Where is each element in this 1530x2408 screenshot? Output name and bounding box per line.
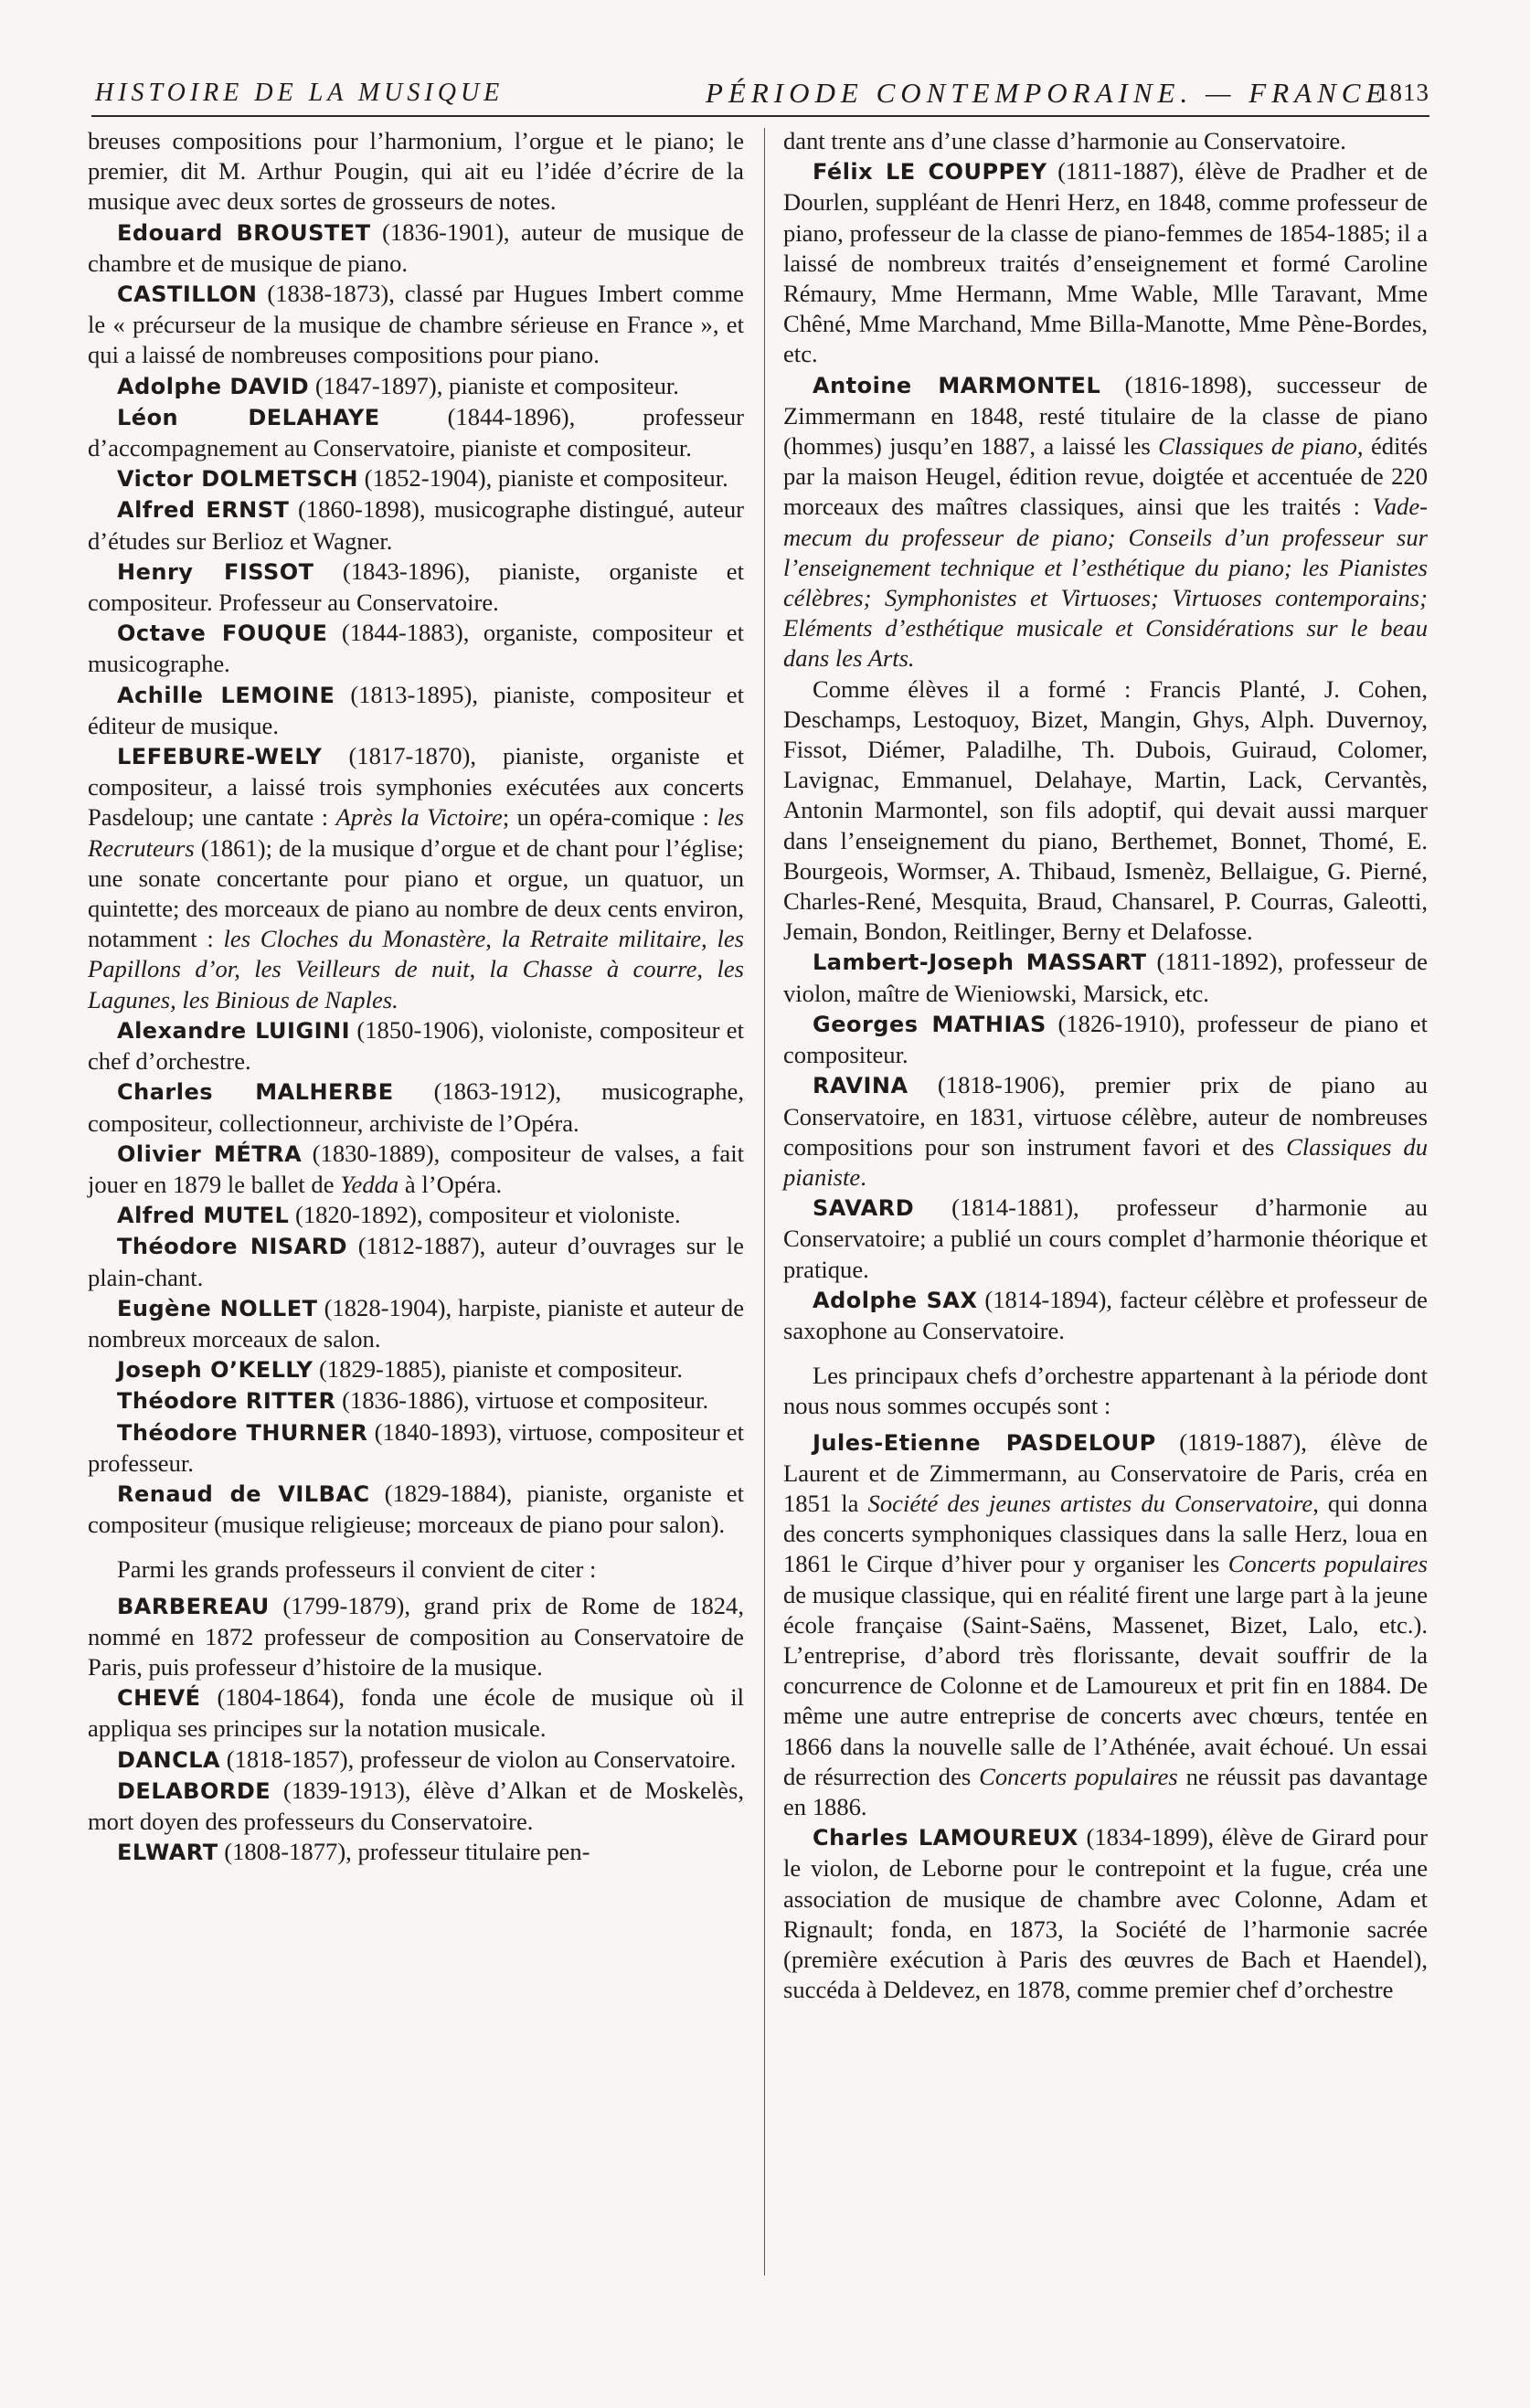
entry-text: (1814-1894), facteur célèbre et professeur de saxophone au Conservatoire. — [783, 1285, 1428, 1344]
entry-name: Joseph O’KELLY — [117, 1357, 313, 1384]
biography-entry — [88, 618, 744, 679]
entry-text: (1850-1906), violoniste, compositeur et chef d’orchestre. — [88, 1015, 744, 1076]
biography-entry — [88, 463, 744, 494]
italic-title: Vade-mecum du professeur de piano; Conseils d’un professeur sur l’enseignement technique et l’esthétique du piano; les Pianistes célèbres; Symphonistes et Virtuoses; Virtuoses contemporains; Eléments d’esthétique musicale et Considérations sur le beau dans les Arts. — [783, 493, 1428, 673]
entry-text: (1812-1887), auteur d’ouvrages sur le plain-chant. — [88, 1232, 744, 1291]
entry-name: Théodore NISARD — [117, 1234, 348, 1260]
entry-name: SAVARD — [813, 1195, 915, 1222]
entry-text: . — [860, 1162, 866, 1191]
biography-entry — [783, 947, 1428, 1008]
entry-text: (1847-1897), pianiste et compositeur. — [309, 371, 679, 399]
section-intro — [88, 1554, 744, 1585]
entry-text: (1836-1901), auteur de musique de chambre et de musique de piano. — [88, 217, 744, 277]
entry-text: (1808-1877), professeur titulaire pen- — [218, 1838, 590, 1866]
entry-text: (1861); de la musique d’orgue et de chant pour l’église; une sonate concertante pour piano et orgue, un quatuor, un quintette; des morceaux de piano au nombre de deux cents environ, notamment : — [88, 833, 744, 953]
entry-text: (1834-1899), élève de Girard pour le violon, de Leborne pour le contrepoint et la fugue, créa une association de musique de chambre avec Colonne, Adam et Rignault; fonda, en 1873, la Société de l’harmonie sacrée (première exécution à Paris des œuvres de Bach et Haendel), succéda à Deldevez, en 1878, comme premier chef d’orchestre — [783, 1823, 1428, 2004]
biography-entry — [88, 402, 744, 463]
entry-name: CASTILLON — [117, 281, 258, 308]
biography-entry — [88, 217, 744, 279]
entry-text: (1811-1887), élève de Pradher et de Dourlen, suppléant de Henri Herz, en 1848, comme professeur de piano, professeur de la classe de piano-femmes de 1854-1885; il a laissé de nombreux traités d’enseignement et formé Caroline Rémaury, Mme Hermann, Mme Wable, Mlle Taravant, Mme Chêné, Mme Marchand, Mme Billa-Manotte, Mme Pène-Bordes, etc. — [783, 157, 1428, 368]
entry-text: ne réussit pas davantage en 1886. — [783, 1762, 1428, 1820]
continued-paragraph — [783, 126, 1428, 156]
entry-name: Théodore RITTER — [117, 1388, 336, 1415]
entry-name: Georges MATHIAS — [813, 1011, 1047, 1037]
entry-text: Parmi les grands professeurs il convient de citer : — [117, 1555, 597, 1584]
entry-name: Henry FISSOT — [117, 558, 314, 585]
biography-entry — [88, 1417, 744, 1479]
biography-entry — [88, 1200, 744, 1231]
entry-text: (1816-1898), successeur de Zimmermann en 1848, resté titulaire de la classe de piano (hommes) jusqu’en 1887, a laissé les — [783, 370, 1428, 461]
entry-text: (1830-1889), compositeur de valses, a fait jouer en 1879 le ballet de — [88, 1139, 744, 1198]
entry-text: (1860-1898), musicographe distingué, auteur d’études sur Berlioz et Wagner. — [88, 495, 744, 555]
entry-text: (1817-1870), pianiste, organiste et compositeur, a laissé trois symphonies exécutées aux concerts Pasdeloup; une cantate : — [88, 742, 744, 832]
biography-entry — [88, 279, 744, 371]
entry-text: (1838-1873), classé par Hugues Imbert comme le « précurseur de la musique de chambre sérieuse en France », et qui a laissé de nombreuses compositions pour piano. — [88, 280, 744, 369]
left-column — [88, 126, 744, 1868]
entry-name: Adolphe SAX — [813, 1287, 978, 1313]
biography-entry — [88, 371, 744, 402]
page-number: 1813 — [1376, 79, 1429, 106]
italic-title: Concerts populaires — [979, 1762, 1178, 1790]
entry-name: Victor DOLMETSCH — [117, 466, 359, 493]
italic-title: les Recruteurs — [88, 803, 744, 862]
entry-name: Léon DELAHAYE — [117, 404, 380, 430]
section-title: PÉRIODE CONTEMPORAINE. — FRANCE — [706, 77, 1389, 109]
entry-name: Eugène NOLLET — [117, 1295, 318, 1321]
entry-text: , qui donna des concerts symphoniques classiques dans la salle Herz, loua en 1861 le Cirque d’hiver pour y organiser les — [783, 1489, 1428, 1578]
entry-text: , édités par la maison Heugel, édition revue, doigtée et accentuée de 220 morceaux des maîtres classiques, ainsi que les traités : — [783, 432, 1429, 521]
entry-text: (1818-1857), professeur de violon au Conservatoire. — [220, 1745, 737, 1773]
italic-title: Classiques de piano — [1158, 432, 1357, 461]
biography-entry — [88, 1293, 744, 1354]
biography-entry — [88, 494, 744, 556]
biography-entry — [88, 1385, 744, 1416]
continued-paragraph — [88, 126, 744, 217]
entry-name: Félix LE COUPPEY — [813, 159, 1047, 186]
entry-text: (1844-1896), professeur d’accompagnement au Conservatoire, pianiste et compositeur. — [88, 402, 745, 462]
biography-entry — [783, 1427, 1428, 1823]
entry-text: (1814-1881), professeur d’harmonie au Conservatoire; a publié un cours complet d’harmonie théorique et pratique. — [783, 1193, 1428, 1283]
entry-name: Alfred MUTEL — [117, 1203, 290, 1229]
entry-text: (1829-1884), pianiste, organiste et compositeur (musique religieuse; morceaux de piano pour salon). — [88, 1479, 745, 1539]
biography-entry — [783, 1070, 1428, 1193]
entry-text: (1826-1910), professeur de piano et compositeur. — [783, 1009, 1428, 1069]
page-header — [91, 75, 1429, 117]
italic-title: Concerts populaires — [1227, 1550, 1428, 1578]
paragraph — [783, 674, 1428, 948]
entry-name: Théodore THURNER — [117, 1419, 368, 1446]
entry-text: (1799-1879), grand prix de Rome de 1824, nommé en 1872 professeur de composition au Conservatoire de Paris, puis professeur d’histoire de la musique. — [88, 1591, 744, 1681]
entry-name: DANCLA — [117, 1746, 221, 1773]
biography-entry — [88, 680, 744, 741]
entry-text: (1804-1864), fonda une école de musique où il appliqua ses principes sur la notation musicale. — [88, 1683, 744, 1743]
biography-entry — [88, 741, 744, 1015]
biography-entry — [88, 557, 744, 618]
entry-name: Lambert-Joseph MASSART — [813, 949, 1147, 976]
column-divider — [764, 128, 765, 2275]
entry-text: (1818-1906), premier prix de piano au Conservatoire, en 1831, virtuose célèbre, auteur de nombreuses compositions pour son instrument favori et des — [783, 1071, 1428, 1161]
entry-text: (1813-1895), pianiste, compositeur et éditeur de musique. — [88, 680, 744, 739]
entry-text: (1839-1913), élève d’Alkan et de Moskelès, mort doyen des professeurs du Conservatoire. — [88, 1776, 744, 1835]
italic-title: Société des jeunes artistes du Conservatoire — [867, 1489, 1313, 1517]
entry-name: ELWART — [117, 1840, 218, 1866]
biography-entry — [88, 1682, 744, 1744]
entry-name: Antoine MARMONTEL — [813, 372, 1101, 398]
running-title: HISTOIRE DE LA MUSIQUE — [95, 79, 505, 107]
entry-name: Octave FOUQUE — [117, 621, 328, 647]
entry-text: (1863-1912), musicographe, compositeur, collectionneur, archiviste de l’Opéra. — [88, 1077, 744, 1137]
italic-title: Classiques du pianiste — [783, 1132, 1428, 1191]
entry-text: dant trente ans d’une classe d’harmonie au Conservatoire. — [783, 127, 1346, 154]
entry-text: de musique classique, qui en réalité firent une large part à la jeune école française (Saint-Saëns, Massenet, Bizet, Lalo, etc.). L’entreprise, d’abord très florissante, devait souffrir de la concurrence de Colonne et de Lamoureux et prit fin en 1884. De même une autre entreprise de concerts avec chœurs, tentée en 1866 dans la nouvelle salle de l’Athénée, avait échoué. Un essai de résurrection des — [783, 1580, 1428, 1790]
entry-name: Olivier MÉTRA — [117, 1140, 303, 1167]
entry-text: (1829-1885), pianiste et compositeur. — [313, 1355, 684, 1384]
biography-entry — [783, 1009, 1428, 1070]
entry-name: Charles LAMOUREUX — [813, 1825, 1078, 1851]
entry-text: (1820-1892), compositeur et violoniste. — [289, 1201, 681, 1229]
entry-name: Edouard BROUSTET — [117, 219, 371, 246]
entry-name: Alfred ERNST — [117, 497, 290, 524]
entry-name: Jules-Etienne PASDELOUP — [813, 1429, 1156, 1456]
entry-name: Charles MALHERBE — [117, 1079, 394, 1106]
entry-text: (1840-1893), virtuose, compositeur et professeur. — [88, 1417, 745, 1477]
biography-entry — [88, 1139, 744, 1200]
entry-name: RAVINA — [813, 1073, 908, 1099]
italic-title: Yedda — [340, 1170, 399, 1198]
biography-entry — [783, 1822, 1428, 2005]
entry-name: BARBEREAU — [117, 1593, 270, 1619]
biography-entry — [783, 370, 1428, 674]
biography-entry — [88, 1776, 744, 1837]
entry-text: (1811-1892), professeur de violon, maître de Wieniowski, Marsick, etc. — [783, 948, 1428, 1007]
biography-entry — [783, 1193, 1428, 1285]
entry-text: à l’Opéra. — [398, 1170, 503, 1198]
entry-name: DELABORDE — [117, 1777, 271, 1804]
biography-entry — [88, 1745, 744, 1776]
entry-text: ; un opéra-comique : — [502, 803, 717, 832]
biography-entry — [88, 1354, 744, 1385]
biography-entry — [783, 1285, 1428, 1346]
biography-entry — [88, 1015, 744, 1077]
section-intro — [783, 1361, 1428, 1421]
entry-name: LEFEBURE-WELY — [117, 744, 323, 770]
entry-text: (1843-1896), pianiste, organiste et compositeur. Professeur au Conservatoire. — [88, 557, 745, 617]
entry-name: Adolphe DAVID — [117, 373, 310, 399]
biography-entry — [88, 1077, 744, 1138]
entry-text: Comme élèves il a formé : Francis Planté, J. Cohen, Deschamps, Lestoquoy, Bizet, Mangin, Ghys, Alph. Duvernoy, Fissot, Diémer, Paladilhe, Th. Dubois, Guiraud, Colomer, Lavignac, Emmanuel, Delahaye, Martin, Lack, Cervantès, Antonin Marmontel, son fils adoptif, qui devait aussi marquer dans l’enseignement du piano, Berthemet, Bonnet, Thomé, E. Bourgeois, Wormser, A. Thibaud, Ismenèz, Bellaigue, G. Pierné, Charles-René, Mesquita, Braud, Chansarel, P. Courras, Galeotti, Jemain, Bondon, Reitlinger, Berny et Delafosse. — [783, 674, 1428, 946]
biography-entry — [88, 1479, 744, 1540]
italic-title: Après la Victoire — [335, 803, 503, 832]
entry-text: (1819-1887), élève de Laurent et de Zimmermann, au Conservatoire de Paris, créa en 1851 la — [783, 1427, 1429, 1517]
entry-text: (1844-1883), organiste, compositeur et musicographe. — [88, 619, 744, 678]
entry-text: (1836-1886), virtuose et compositeur. — [335, 1386, 709, 1415]
biography-entry — [88, 1837, 744, 1868]
right-column — [783, 126, 1428, 2005]
entry-name: Achille LEMOINE — [117, 682, 335, 708]
entry-text: breuses compositions pour l’harmonium, l’orgue et le piano; le premier, dit M. Arthur Pougin, qui ait eu l’idée d’écrire de la musique avec deux sortes de grosseurs de notes. — [88, 127, 744, 216]
entry-text: (1828-1904), harpiste, pianiste et auteur de nombreux morceaux de salon. — [88, 1293, 744, 1353]
italic-title: les Cloches du Monastère, la Retraite militaire, les Papillons d’or, les Veilleurs de nuit, la Chasse à courre, les Lagunes, les Binious de Naples. — [88, 925, 744, 1013]
entry-name: Renaud de VILBAC — [117, 1480, 370, 1507]
entry-text: Les principaux chefs d’orchestre appartenant à la période dont nous nous sommes occupés sont : — [783, 1362, 1428, 1420]
entry-name: Alexandre LUIGINI — [117, 1017, 351, 1044]
biography-entry — [88, 1591, 744, 1683]
biography-entry — [88, 1231, 744, 1292]
biography-entry — [783, 156, 1428, 369]
entry-text: (1852-1904), pianiste et compositeur. — [358, 464, 728, 493]
entry-name: CHEVÉ — [117, 1685, 201, 1712]
